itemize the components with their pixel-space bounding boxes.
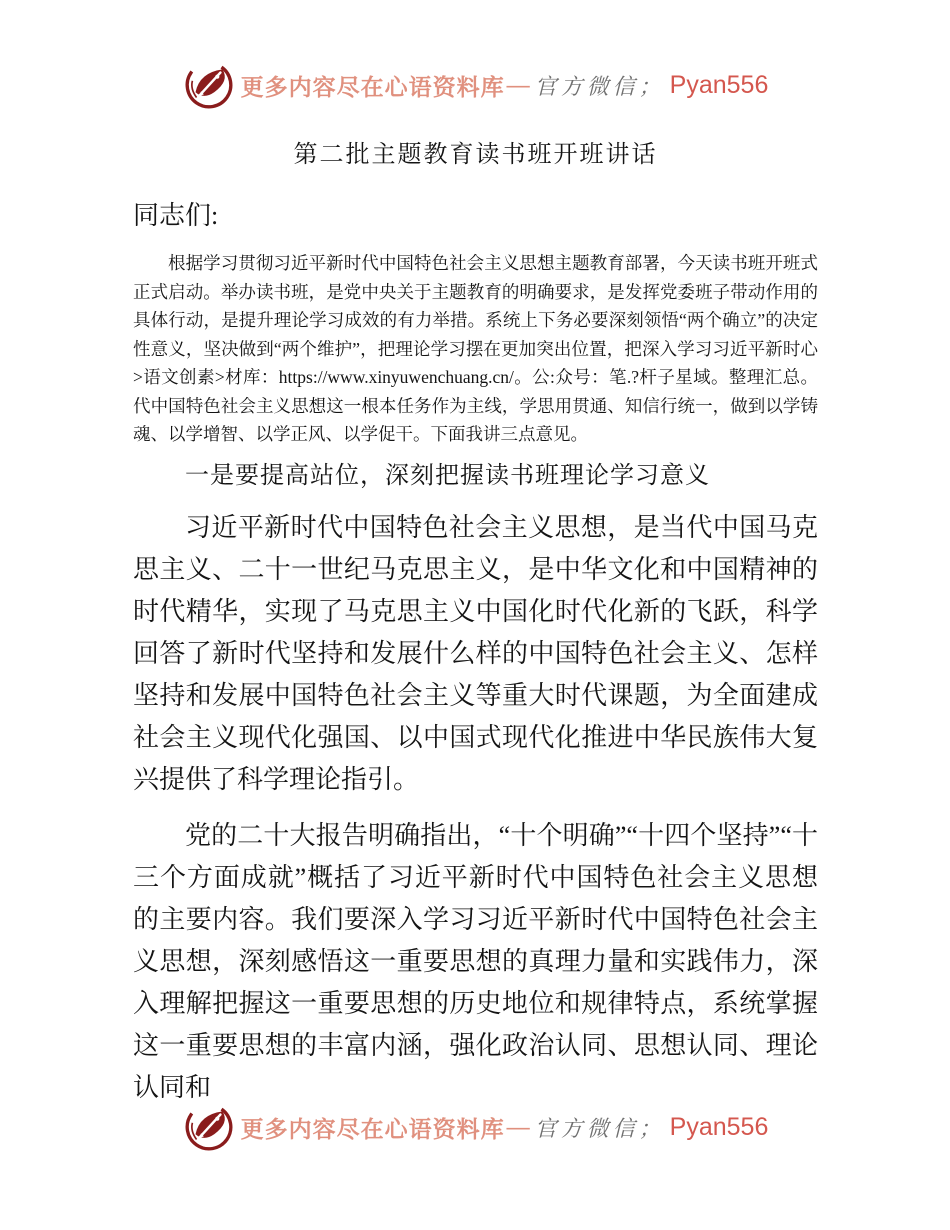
watermark-wechat-id: Pyan556 [669, 70, 769, 99]
page-header-watermark [0, 58, 950, 112]
document-title: 第二批主题教育读书班开班讲话 [293, 142, 658, 168]
intro-paragraph: 根据学习贯彻习近平新时代中国特色社会主义思想主题教育部署，今天读书班开班式正式启动。举办读书班，是党中央关于主题教育的明确要求，是发挥党委班子带动作用的具体行动，是提升理论学习成效的有力举措。系统上下务必要深刻领悟“两个确立”的决定性意义，坚决做到“两个维护”，把理论学习摆在更加突出位置，把深入学习习近平新时心>语文创素>材库：https://www.xinyuwenchuang.cn/。公:众号：笔.?杆子星域。整理汇总。代中国特色社会主义思想这一根本任务作为主线，学思用贯通、知信行统一，做到以学铸魂、以学增智、以学正风、以学促干。下面我讲三点意见。 [133, 253, 818, 444]
body-paragraph: 党的二十大报告明确指出，“十个明确”“十四个坚持”“十三个方面成就”概括了习近平新时代中国特色社会主义思想的主要内容。我们要深入学习习近平新时代中国特色社会主义思想，深刻感悟这一重要思想的真理力量和实践伟力，深入理解把握这一重要思想的历史地位和规律特点，系统掌握这一重要思想的丰富内涵，强化政治认同、思想认同、理论认同和 [133, 820, 818, 1102]
brand-pen-circle-logo-icon [182, 58, 236, 112]
watermark-brand-text: 更多内容尽在心语资料库 [240, 74, 505, 100]
watermark-wechat-label: 官方微信； [534, 74, 665, 100]
watermark-wechat-id: Pyan556 [669, 1112, 769, 1141]
watermark-wechat-label: 官方微信； [534, 1116, 665, 1142]
body-paragraph: 习近平新时代中国特色社会主义思想，是当代中国马克思主义、二十一世纪马克思主义，是中华文化和中国精神的时代精华，实现了马克思主义中国化时代化新的飞跃，科学回答了新时代坚持和发展什么样的中国特色社会主义、怎样坚持和发展中国特色社会主义等重大时代课题，为全面建成社会主义现代化强国、以中国式现代化推进中华民族伟大复兴提供了科学理论指引。 [133, 512, 818, 794]
brand-pen-circle-logo-icon [182, 1100, 236, 1154]
document-content [133, 138, 818, 1109]
watermark-dash: — [506, 72, 530, 97]
page-footer-watermark [0, 1100, 950, 1154]
watermark-brand-text: 更多内容尽在心语资料库 [240, 1116, 505, 1142]
watermark-dash: — [506, 1114, 530, 1139]
salutation-line: 同志们: [133, 201, 219, 230]
section-heading-one: 一是要提高站位，深刻把握读书班理论学习意义 [185, 462, 710, 489]
